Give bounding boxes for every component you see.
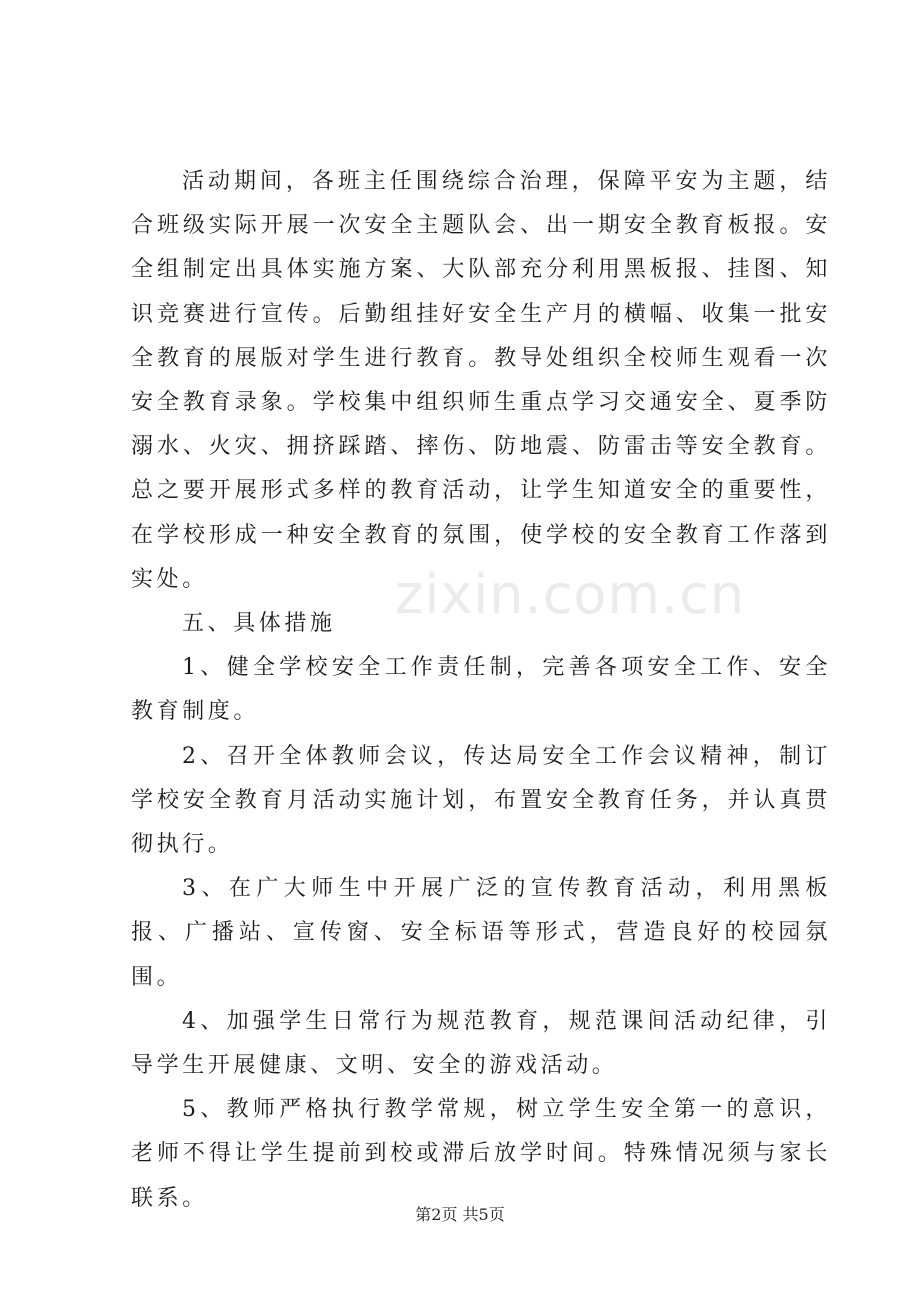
section-heading-measures: 五、具体措施 bbox=[182, 611, 336, 637]
measure-item-5: 5、教师严格执行教学常规，树立学生安全第一的意识，老师不得让学生提前到校或滞后放学时间。特殊情况须与家长联系。 bbox=[131, 1097, 831, 1211]
watermark: zixin.com.cn bbox=[395, 563, 746, 626]
document-body bbox=[131, 160, 831, 1221]
measure-item-2: 2、召开全体教师会议，传达局安全工作会议精神，制订学校安全教育月活动实施计划，布置安全教育任务，并认真贯彻执行。 bbox=[131, 743, 831, 858]
paragraph-activity: 活动期间，各班主任围绕综合治理，保障平安为主题，结合班级实际开展一次安全主题队会、出一期安全教育板报。安全组制定出具体实施方案、大队部充分利用黑板报、挂图、知识竞赛进行宣传。后勤组挂好安全生产月的横幅、收集一批安全教育的展版对学生进行教育。教导处组织全校师生观看一次安全教育录象。学校集中组织师生重点学习交通安全、夏季防溺水、火灾、拥挤踩踏、摔伤、防地震、防雷击等安全教育。总之要开展形式多样的教育活动，让学生知道安全的重要性，在学校形成一种安全教育的氛围，使学校的安全教育工作落到实处。 bbox=[131, 169, 831, 592]
measure-item-3: 3、在广大师生中开展广泛的宣传教育活动，利用黑板报、广播站、宣传窗、安全标语等形式，营造良好的校园氛围。 bbox=[131, 876, 831, 990]
measure-item-4: 4、加强学生日常行为规范教育，规范课间活动纪律，引导学生开展健康、文明、安全的游戏活动。 bbox=[131, 1008, 831, 1079]
page-footer: 第2页 共5页 bbox=[415, 1205, 505, 1224]
measure-item-1: 1、健全学校安全工作责任制，完善各项安全工作、安全教育制度。 bbox=[131, 655, 831, 725]
